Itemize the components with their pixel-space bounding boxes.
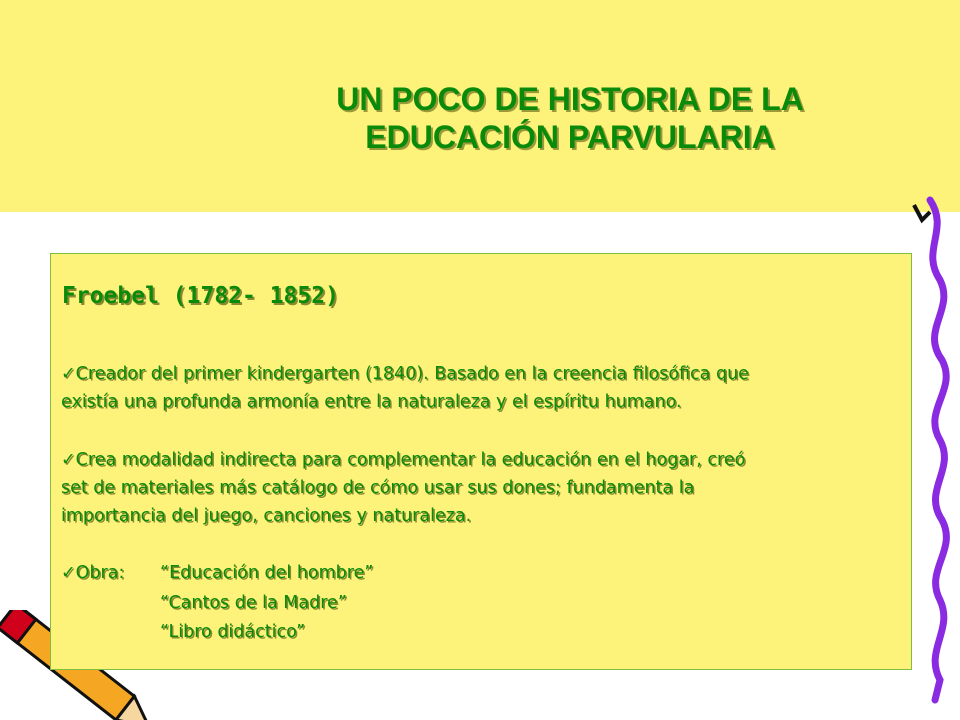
bullet-text: Crea modalidad indirecta para complementar la educación en el hogar, creó (75, 450, 746, 470)
obra-label: ✓Obra: (61, 563, 125, 583)
slide-title (230, 80, 910, 156)
bullet-paragraph-2 (61, 446, 941, 530)
bullet-paragraph-1 (61, 360, 941, 416)
title-line-1: UN POCO DE HISTORIA DE LA (336, 81, 804, 117)
section-heading: Froebel (1782- 1852) (62, 283, 339, 309)
bullet-line: existía una profunda armonía entre la naturaleza y el espíritu humano. (61, 392, 682, 412)
bullet-line: importancia del juego, canciones y naturaleza. (61, 506, 472, 526)
obra-work-1: “Educación del hombre” (160, 563, 374, 583)
title-line-2: EDUCACIÓN PARVULARIA (365, 119, 775, 155)
obra-work-3: “Libro didáctico” (160, 622, 306, 642)
bullet-line (61, 446, 941, 474)
bullet-text: Creador del primer kindergarten (1840). Basado en la creencia filosófica que (75, 364, 749, 384)
bullet-line (61, 360, 941, 388)
checkmark-icon: ✓ (61, 563, 76, 583)
bullet-line: set de materiales más catálogo de cómo usar sus dones; fundamenta la (61, 478, 695, 498)
checkmark-icon: ✓ (61, 450, 76, 470)
obra-work-2: “Cantos de la Madre” (160, 593, 347, 613)
checkmark-icon: ✓ (61, 364, 76, 384)
